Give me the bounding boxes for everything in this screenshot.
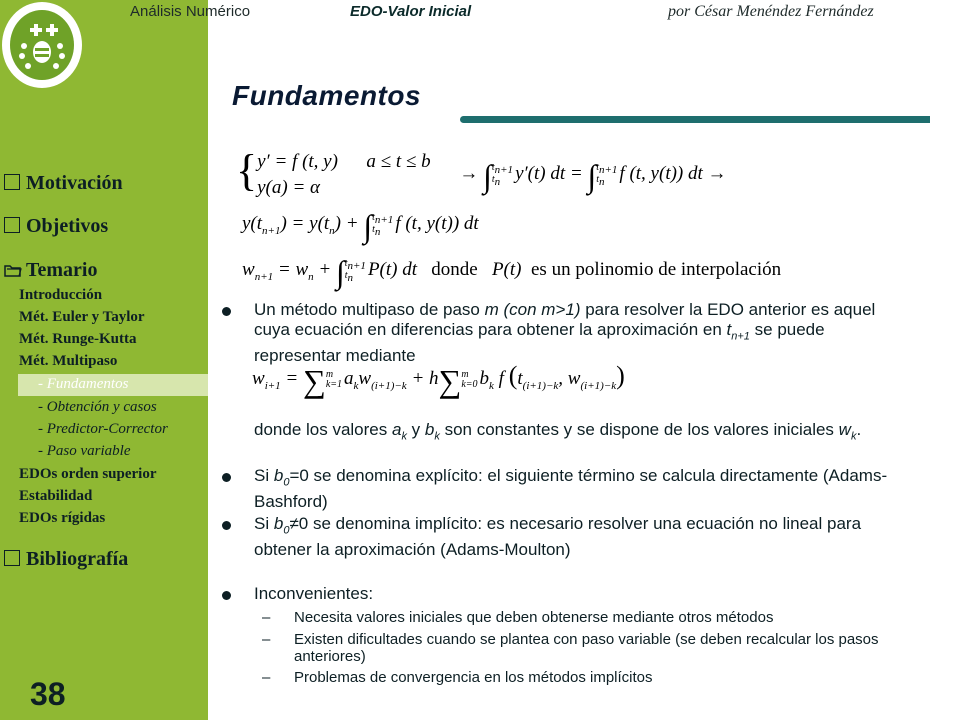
nav-subsubitem-paso-variable[interactable]: - Paso variable bbox=[38, 443, 131, 459]
bullet-dot-icon bbox=[222, 473, 231, 482]
bullet-dot-icon bbox=[222, 591, 231, 600]
nav-subsubitem-predictor[interactable]: - Predictor-Corrector bbox=[38, 421, 168, 437]
nav-subitem-runge-kutta[interactable]: Mét. Runge-Kutta bbox=[19, 331, 137, 347]
open-folder-icon bbox=[4, 263, 22, 277]
equation-integral-form: $y(t_{n+1}) = y(t_n) + \int t_{n+1}$ $t_n$ f (t, y(t)) dt bbox=[242, 208, 479, 244]
slide-number: 38 bbox=[30, 676, 66, 712]
title-rule bbox=[460, 116, 930, 123]
bullet-dot-icon bbox=[222, 307, 231, 316]
sidebar-top-band bbox=[84, 25, 208, 115]
nav-item-bibliografia[interactable]: Bibliografía bbox=[4, 548, 128, 571]
nav-subitem-edos-orden[interactable]: EDOs orden superior bbox=[19, 466, 157, 482]
nav-subitem-rigidas[interactable]: EDOs rígidas bbox=[19, 510, 106, 526]
bullet-dot-icon bbox=[222, 521, 231, 530]
author-name: por César Menéndez Fernández bbox=[668, 3, 874, 20]
equation-multistep: $w_{i+1} = \sum m$ k=1 $a_kw_{(i+1)-k} + h\sum m$ k=0 $b_k$ f ($t_{(i+1)-k}$, $w_{(i+1)-k}$) bbox=[252, 361, 625, 399]
nav-item-motivacion[interactable]: Motivación bbox=[4, 172, 123, 195]
box-icon bbox=[4, 174, 20, 190]
nav-subitem-introduccion[interactable]: Introducción bbox=[19, 287, 103, 303]
equation-ivp: {y′ = f (t, y) a ≤ t ≤ b $y(a) = \alpha \to \int t_{n+1}$ $t_n$ y′(t) dt = $\int t_{n+1}$ $t_n$ f (t, y(t)) dt → bbox=[236, 146, 727, 198]
course-name: Análisis Numérico bbox=[130, 3, 251, 20]
box-icon bbox=[4, 550, 20, 566]
page-title: Fundamentos bbox=[232, 80, 422, 111]
nav-subitem-euler-taylor[interactable]: Mét. Euler y Taylor bbox=[19, 309, 145, 325]
topic-name: EDO-Valor Inicial bbox=[350, 3, 472, 20]
box-icon bbox=[4, 217, 20, 233]
nav-subitem-estabilidad[interactable]: Estabilidad bbox=[19, 488, 93, 504]
nav-subitem-multipaso[interactable]: Mét. Multipaso bbox=[19, 353, 118, 369]
university-logo bbox=[2, 2, 82, 88]
nav-item-objetivos[interactable]: Objetivos bbox=[4, 215, 108, 238]
nav-subsubitem-obtencion[interactable]: - Obtención y casos bbox=[38, 399, 157, 415]
nav-item-temario[interactable]: Temario bbox=[4, 259, 97, 282]
equation-polynomial: $w_{n+1} = w_n + \int t_{n+1}$ $t_n$ P(t) dt donde P(t) es un polinomio de interpolación bbox=[242, 254, 782, 290]
nav-subsubitem-fundamentos[interactable]: - Fundamentos bbox=[38, 376, 129, 392]
